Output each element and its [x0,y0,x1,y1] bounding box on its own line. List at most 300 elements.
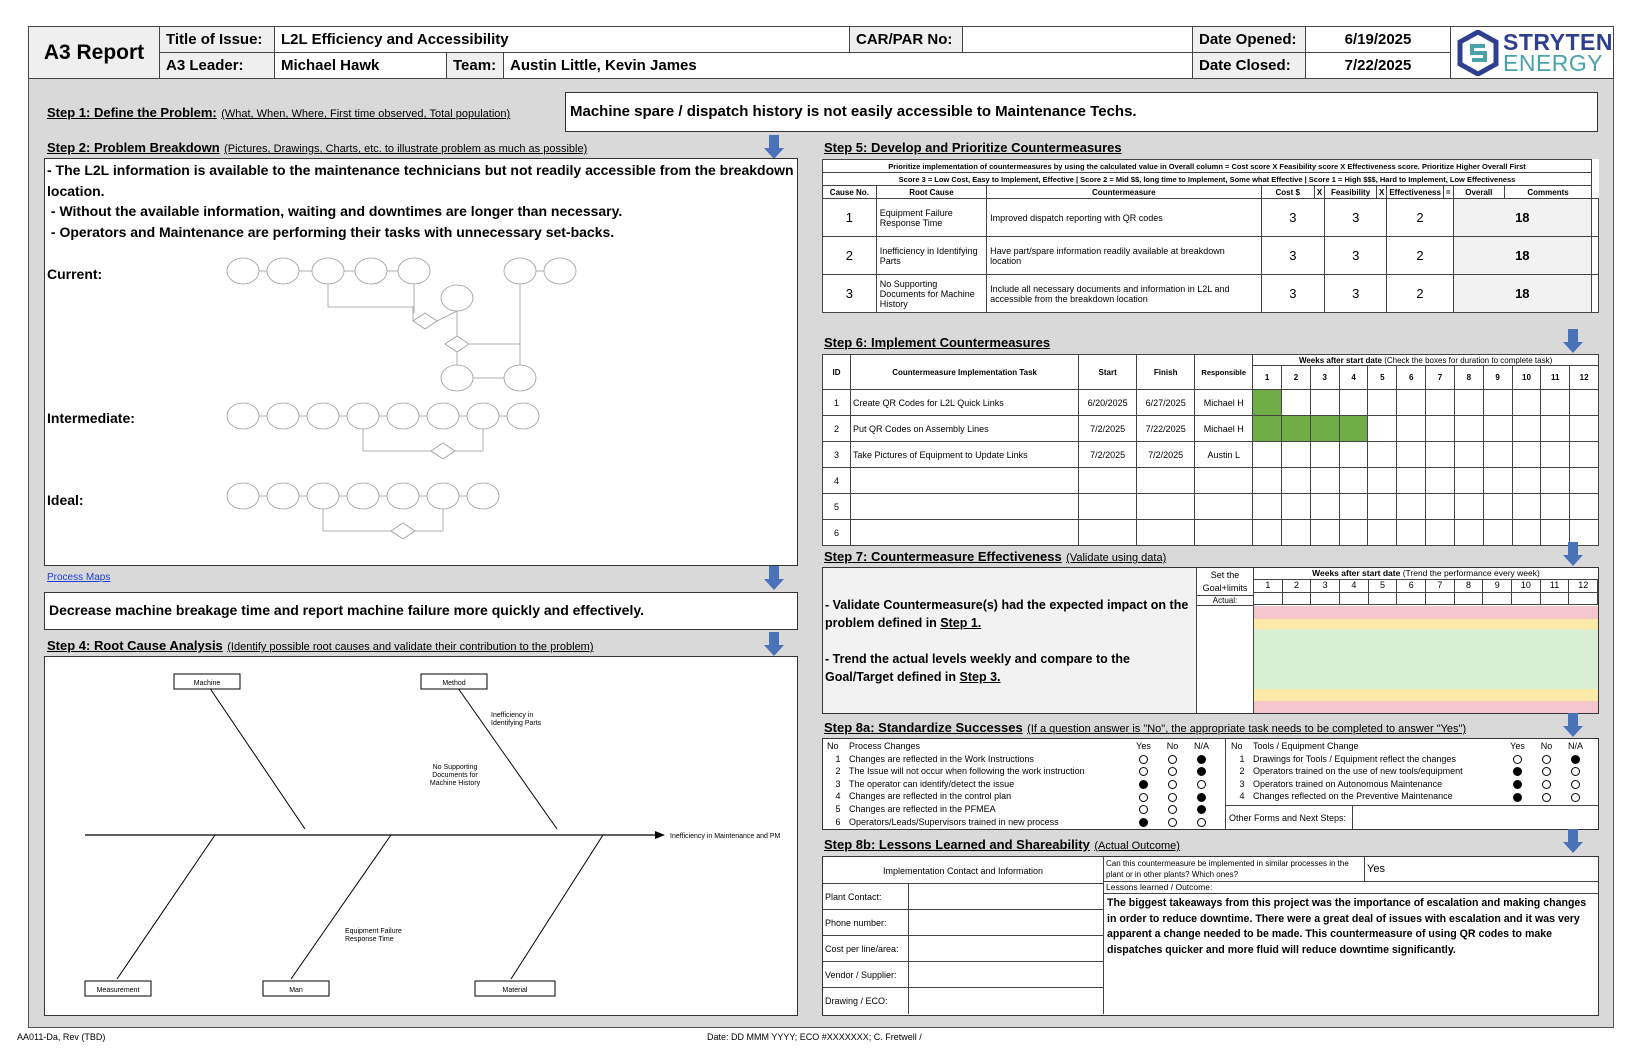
radio-yes[interactable] [1139,780,1148,789]
radio-na[interactable] [1571,755,1580,764]
cm-comments[interactable] [1592,199,1599,237]
impl-week-checkbox[interactable] [1426,416,1455,442]
lessons-learned-text[interactable]: The biggest takeaways from this project was the importance of escalation and making changes in order to reduce downtime. There were a great deal of issues with escalation and it was very apparent a change needed to be made. This countermeasure of using QR codes to make dispatches quicker and more fluid will reduce downtime significantly. [1107,897,1587,956]
radio-no[interactable] [1168,818,1177,827]
cm-comments[interactable] [1592,237,1599,275]
eff-week-header: 10 [1512,580,1541,592]
radio-no[interactable] [1542,755,1551,764]
cm-col-header: X [1376,186,1386,199]
eff-actual-cell[interactable] [1483,593,1512,604]
radio-na[interactable] [1197,780,1206,789]
impl-week-checkbox[interactable] [1541,416,1570,442]
step1-note: (What, When, Where, First time observed, Total population) [221,108,511,120]
step2-breakdown-box [44,158,798,566]
cm-cause-no: 2 [823,237,877,275]
eff-week-header: 3 [1311,580,1340,592]
fishbone-diagram [45,657,797,1015]
other-forms-row [1225,805,1598,829]
impl-week-checkbox[interactable] [1570,442,1599,468]
step8a-title: Step 8a: Standardize Successes [824,720,1023,735]
impl-week-checkbox[interactable] [1282,416,1311,442]
impl-week-checkbox[interactable] [1454,494,1483,520]
a3-leader-value[interactable]: Michael Hawk [275,53,447,79]
std-left-item [827,790,1219,803]
impl-finish-date[interactable] [1137,494,1195,520]
impl-week-checkbox[interactable] [1339,442,1368,468]
impl-responsible[interactable]: Michael H [1195,390,1253,416]
radio-yes[interactable] [1139,805,1148,814]
impl-table-row [823,416,1599,442]
std-left-header-label: Process Changes [849,741,921,751]
radio-yes[interactable] [1513,793,1522,802]
contact-row [823,962,1104,988]
std-right-header-yes: Yes [1510,741,1525,751]
impl-week-header: 1 [1253,366,1282,390]
std-left-item [827,816,1219,829]
impl-week-checkbox[interactable] [1483,442,1512,468]
impl-week-checkbox[interactable] [1282,468,1311,494]
impl-week-checkbox[interactable] [1397,442,1426,468]
eff-week-header: 12 [1569,580,1598,592]
step4-note: (Identify possible root causes and validate their contribution to the problem) [227,641,594,653]
eff-actual-cell[interactable] [1340,593,1369,604]
impl-week-checkbox[interactable] [1541,494,1570,520]
std-item-text: Operators/Leads/Supervisors trained in new process [849,816,1059,827]
std-right-item [1231,790,1595,803]
car-par-value[interactable] [963,27,1193,53]
std-right-header-label: Tools / Equipment Change [1253,741,1359,751]
impl-week-checkbox[interactable] [1310,468,1339,494]
radio-no[interactable] [1168,805,1177,814]
cm-comments[interactable] [1592,275,1599,313]
cm-countermeasure: Improved dispatch reporting with QR codes [987,199,1261,237]
impl-week-checkbox[interactable] [1368,520,1397,546]
impl-id: 6 [823,520,851,546]
impl-week-checkbox[interactable] [1483,494,1512,520]
impl-week-checkbox[interactable] [1253,520,1282,546]
cm-overall-score: 18 [1453,275,1591,313]
eff-actual-cell[interactable] [1283,593,1312,604]
impl-week-checkbox[interactable] [1368,442,1397,468]
radio-no[interactable] [1542,780,1551,789]
impl-start-date[interactable]: 7/2/2025 [1079,416,1137,442]
eff-trend-band [1254,619,1598,629]
impl-weeks-label: Weeks after start date [1298,355,1382,365]
radio-no[interactable] [1542,767,1551,776]
std-left-item [827,765,1219,778]
fishbone-category-material: Material [502,987,528,994]
std-item-text: Operators trained on Autonomous Maintenance [1253,778,1443,789]
flow-arrow-down-icon [764,566,784,590]
contact-row [823,910,1104,936]
impl-responsible[interactable]: Austin L [1195,442,1253,468]
radio-na[interactable] [1197,755,1206,764]
impl-id: 2 [823,416,851,442]
implementation-table [822,354,1599,546]
eff-actual-cell[interactable] [1512,593,1541,604]
radio-na[interactable] [1197,818,1206,827]
radio-yes[interactable] [1139,793,1148,802]
step8b-lessons-box [822,856,1599,1016]
eff-week-header: 8 [1455,580,1484,592]
cm-table-row [823,237,1599,275]
team-label: Team: [447,53,504,79]
impl-start-date[interactable] [1079,494,1137,520]
team-value[interactable]: Austin Little, Kevin James [504,53,1193,79]
eff-actual-cell[interactable] [1254,593,1283,604]
impl-finish-date[interactable]: 7/2/2025 [1137,442,1195,468]
step8a-note: (If a question answer is "No", the appropriate task needs to be completed to answer "Yes") [1027,723,1467,735]
impl-week-checkbox[interactable] [1339,468,1368,494]
impl-week-checkbox[interactable] [1512,442,1541,468]
cm-countermeasure: Have part/spare information readily available at breakdown location [987,237,1261,275]
step6-title: Step 6: Implement Countermeasures [824,335,1051,350]
impl-finish-date[interactable]: 7/22/2025 [1137,416,1195,442]
other-forms-input[interactable] [1353,806,1598,829]
eff-actual-cell[interactable] [1455,593,1484,604]
impl-week-checkbox[interactable] [1512,494,1541,520]
fishbone-effect: Inefficiency in Maintenance and PM [670,833,781,840]
step7-note: (Validate using data) [1066,552,1167,564]
cm-feasibility-score: 3 [1325,237,1387,275]
fishbone-cause-no-documents: No Supporting Documents for Machine History [429,764,481,787]
contact-field-input[interactable] [909,936,1104,961]
impl-week-checkbox[interactable] [1253,390,1282,416]
radio-no[interactable] [1168,767,1177,776]
impl-weeks-header [1253,355,1599,366]
std-right-item [1231,765,1595,778]
impl-week-checkbox[interactable] [1339,494,1368,520]
radio-no[interactable] [1542,793,1551,802]
flow-arrow-down-icon [764,135,784,159]
cm-cause-no: 3 [823,275,877,313]
contact-field-label: Vendor / Supplier: [823,962,909,987]
cm-col-header: Effectiveness [1387,186,1444,199]
stryten-logo [1451,30,1613,76]
eff-actual-cell[interactable] [1426,593,1455,604]
impl-week-checkbox[interactable] [1368,390,1397,416]
impl-week-checkbox[interactable] [1253,494,1282,520]
impl-task[interactable] [851,494,1079,520]
impl-responsible[interactable] [1195,468,1253,494]
footer-revision-info: Date: DD MMM YYYY; ECO #XXXXXXX; C. Fretwell / [707,1032,922,1042]
impl-week-checkbox[interactable] [1426,442,1455,468]
impl-week-checkbox[interactable] [1541,468,1570,494]
step2-note: (Pictures, Drawings, Charts, etc. to illustrate problem as much as possible) [224,143,588,155]
step5-instruction-1: Prioritize implementation of countermeasures by using the calculated value in Overall column = Cost score X Feasibility score X Effectiveness score. Prioritize Higher Overall First [823,160,1592,173]
impl-week-checkbox[interactable] [1512,390,1541,416]
impl-week-checkbox[interactable] [1397,520,1426,546]
radio-no[interactable] [1168,793,1177,802]
step7-title: Step 7: Countermeasure Effectiveness [824,549,1062,564]
impl-week-header: 3 [1310,366,1339,390]
impl-week-checkbox[interactable] [1426,390,1455,416]
std-item-no: 2 [1239,766,1245,777]
impl-week-checkbox[interactable] [1339,520,1368,546]
std-item-no: 3 [835,778,841,789]
impl-responsible[interactable] [1195,520,1253,546]
step2-line-3: - Operators and Maintenance are performing their tasks with unnecessary set-backs. [47,223,615,240]
impl-week-checkbox[interactable] [1397,494,1426,520]
impl-week-checkbox[interactable] [1512,520,1541,546]
impl-week-checkbox[interactable] [1282,442,1311,468]
contact-row [823,988,1104,1014]
step1-problem-statement[interactable]: Machine spare / dispatch history is not easily accessible to Maintenance Techs. [565,92,1598,132]
std-left-header [827,740,1219,753]
impl-week-checkbox[interactable] [1397,468,1426,494]
radio-na[interactable] [1197,793,1206,802]
impl-week-checkbox[interactable] [1454,390,1483,416]
date-opened-label: Date Opened: [1193,27,1306,53]
impl-responsible[interactable]: Michael H [1195,416,1253,442]
lessons-learned-label: Lessons learned / Outcome: [1104,882,1598,894]
impl-week-checkbox[interactable] [1570,494,1599,520]
step4-heading [47,637,594,655]
impl-week-header: 5 [1368,366,1397,390]
impl-week-checkbox[interactable] [1253,442,1282,468]
impl-week-checkbox[interactable] [1541,390,1570,416]
impl-task[interactable] [851,520,1079,546]
cm-overall-score: 18 [1453,199,1591,237]
impl-week-checkbox[interactable] [1310,520,1339,546]
step2-line-2: - Without the available information, waiting and downtimes are longer than necessary. [47,203,623,219]
impl-week-checkbox[interactable] [1253,468,1282,494]
eff-week-header: 4 [1340,580,1369,592]
radio-yes[interactable] [1139,818,1148,827]
fishbone-category-man: Man [289,987,303,994]
eff-actual-cell[interactable] [1569,593,1598,604]
std-left-item [827,778,1219,791]
impl-col-start: Start [1079,355,1137,390]
step8b-title: Step 8b: Lessons Learned and Shareability [824,837,1090,852]
impl-week-checkbox[interactable] [1310,390,1339,416]
eff-week-header: 5 [1369,580,1398,592]
step8b-heading [824,836,1180,854]
impl-task[interactable]: Put QR Codes on Assembly Lines [851,416,1079,442]
impl-task[interactable] [851,468,1079,494]
radio-na[interactable] [1571,767,1580,776]
impl-week-checkbox[interactable] [1454,520,1483,546]
impl-start-date[interactable] [1079,520,1137,546]
contact-row [823,884,1104,910]
eff-trend-band [1254,659,1598,689]
eff-actual-cell[interactable] [1397,593,1426,604]
std-item-no: 1 [1239,753,1245,764]
step8a-standardize-box [822,738,1599,830]
eff-week-header: 9 [1483,580,1512,592]
std-right-item [1231,778,1595,791]
std-item-text: Changes are reflected in the PFMEA [849,803,996,814]
impl-week-checkbox[interactable] [1454,468,1483,494]
title-of-issue-label: Title of Issue: [160,27,275,53]
std-left-item [827,753,1219,766]
date-closed-value[interactable]: 7/22/2025 [1306,53,1451,79]
radio-na[interactable] [1197,805,1206,814]
impl-week-checkbox[interactable] [1570,468,1599,494]
impl-week-checkbox[interactable] [1310,416,1339,442]
std-left-item [827,803,1219,816]
impl-finish-date[interactable]: 6/27/2025 [1137,390,1195,416]
shareability-answer[interactable]: Yes [1365,857,1598,882]
cm-col-header: Root Cause [876,186,986,199]
step7-weeks-label: Weeks after start date [1312,568,1401,578]
step7-text-2: - Trend the actual levels weekly and compare to the Goal/Target defined in [825,652,1130,684]
contact-field-input[interactable] [909,962,1104,987]
eff-actual-cell[interactable] [1369,593,1398,604]
impl-task[interactable]: Take Pictures of Equipment to Update Links [851,442,1079,468]
impl-week-checkbox[interactable] [1368,494,1397,520]
radio-no[interactable] [1168,780,1177,789]
cm-col-header: Comments [1505,186,1592,199]
step1-heading [47,104,510,122]
impl-finish-date[interactable] [1137,468,1195,494]
impl-week-checkbox[interactable] [1310,494,1339,520]
impl-week-checkbox[interactable] [1282,520,1311,546]
eff-week-header: 6 [1397,580,1426,592]
step8a-heading [824,719,1466,737]
std-left-header-yes: Yes [1136,741,1151,751]
impl-col-task: Countermeasure Implementation Task [851,355,1079,390]
impl-col-responsible: Responsible [1195,355,1253,390]
std-item-no: 5 [835,803,841,814]
cm-table-row [823,275,1599,313]
eff-week-header: 11 [1541,580,1570,592]
radio-no[interactable] [1168,755,1177,764]
std-right-header-nope: No [1540,741,1553,751]
impl-col-finish: Finish [1137,355,1195,390]
step2-heading [47,139,587,157]
impl-week-checkbox[interactable] [1454,442,1483,468]
eff-actual-cell[interactable] [1541,593,1570,604]
contact-field-input[interactable] [909,910,1104,935]
std-item-text: Changes reflected on the Preventive Maintenance [1253,791,1453,802]
impl-responsible[interactable] [1195,494,1253,520]
std-left-header-na: N/A [1193,741,1209,751]
impl-week-checkbox[interactable] [1368,416,1397,442]
impl-week-checkbox[interactable] [1541,442,1570,468]
impl-start-date[interactable] [1079,468,1137,494]
step7-effectiveness-box [822,567,1599,714]
cm-col-header: X [1314,186,1324,199]
title-of-issue-value[interactable]: L2L Efficiency and Accessibility [275,27,850,53]
cm-col-header: Feasibility [1325,186,1377,199]
cm-effectiveness-score: 2 [1387,237,1453,275]
process-maps-link[interactable]: Process Maps [47,572,111,583]
std-item-text: Changes are reflected in the control plan [849,791,1012,802]
step7-weeks-note: (Trend the performance every week) [1402,568,1540,578]
impl-week-checkbox[interactable] [1570,416,1599,442]
std-item-no: 4 [835,791,841,802]
step7-step3-ref: Step 3. [959,670,1001,684]
step7-heading [824,548,1166,566]
impl-start-date[interactable]: 6/20/2025 [1079,390,1137,416]
std-item-text: Changes are reflected in the Work Instructions [849,753,1034,764]
impl-task[interactable]: Create QR Codes for L2L Quick Links [851,390,1079,416]
impl-week-checkbox[interactable] [1310,442,1339,468]
impl-start-date[interactable]: 7/2/2025 [1079,442,1137,468]
impl-table-row [823,520,1599,546]
radio-na[interactable] [1197,767,1206,776]
impl-week-checkbox[interactable] [1512,468,1541,494]
impl-week-checkbox[interactable] [1426,468,1455,494]
step5-instruction-2: Score 3 = Low Cost, Easy to Implement, Effective | Score 2 = Mid $$, long time to Implement, Some what Effective | Score 1 = High $$$, Hard to Implement, Low Effectiveness [823,173,1592,186]
impl-table-row [823,468,1599,494]
impl-week-checkbox[interactable] [1282,494,1311,520]
impl-id: 4 [823,468,851,494]
contact-field-input[interactable] [909,988,1104,1014]
impl-week-checkbox[interactable] [1368,468,1397,494]
impl-week-header: 4 [1339,366,1368,390]
date-opened-value[interactable]: 6/19/2025 [1306,27,1451,53]
contact-field-label: Cost per line/area: [823,936,909,961]
logo-text-energy: ENERGY [1503,49,1604,76]
cm-effectiveness-score: 2 [1387,275,1453,313]
radio-na[interactable] [1571,793,1580,802]
contact-field-input[interactable] [909,884,1104,909]
impl-week-checkbox[interactable] [1454,416,1483,442]
step4-title: Step 4: Root Cause Analysis [47,638,223,653]
impl-week-checkbox[interactable] [1397,416,1426,442]
impl-week-checkbox[interactable] [1339,416,1368,442]
impl-week-checkbox[interactable] [1483,520,1512,546]
eff-actual-cell[interactable] [1311,593,1340,604]
radio-yes[interactable] [1513,755,1522,764]
impl-id: 1 [823,390,851,416]
eff-trend-band [1254,606,1598,619]
impl-table-row [823,442,1599,468]
impl-week-checkbox[interactable] [1339,390,1368,416]
radio-yes[interactable] [1139,755,1148,764]
radio-na[interactable] [1571,780,1580,789]
step7-instructions [823,568,1196,713]
impl-week-checkbox[interactable] [1483,468,1512,494]
impl-week-checkbox[interactable] [1570,390,1599,416]
impl-week-checkbox[interactable] [1253,416,1282,442]
fishbone-cause-response-time: Equipment Failure Response Time [345,928,402,943]
a3-leader-label: A3 Leader: [160,53,275,79]
impl-week-checkbox[interactable] [1483,390,1512,416]
cm-root-cause: Equipment Failure Response Time [876,199,986,237]
step7-step1-ref: Step 1. [940,616,982,630]
impl-week-checkbox[interactable] [1512,416,1541,442]
contact-row [823,936,1104,962]
radio-yes[interactable] [1513,780,1522,789]
impl-week-checkbox[interactable] [1426,494,1455,520]
std-item-text: Operators trained on the use of new tools/equipment [1253,766,1463,777]
impl-week-checkbox[interactable] [1426,520,1455,546]
eff-week-header: 7 [1426,580,1455,592]
radio-yes[interactable] [1513,767,1522,776]
radio-yes[interactable] [1139,767,1148,776]
std-left-header-no: No [827,741,839,751]
impl-week-checkbox[interactable] [1397,390,1426,416]
impl-table-row [823,390,1599,416]
std-item-no: 1 [835,753,841,764]
impl-week-checkbox[interactable] [1483,416,1512,442]
fishbone-cause-identifying-parts: Inefficiency in Identifying Parts [491,712,542,727]
report-title: A3 Report [29,27,160,79]
step3-target-statement[interactable]: Decrease machine breakage time and report machine failure more quickly and effectively. [44,592,798,630]
impl-finish-date[interactable] [1137,520,1195,546]
impl-table-row [823,494,1599,520]
step2-line-1: - The L2L information is available to the maintenance technicians but not readily accessible from the breakdown location. [47,162,794,199]
cm-cause-no: 1 [823,199,877,237]
step7-weeks-title [1254,568,1598,580]
shareability-question: Can this countermeasure be implemented in similar processes in the plant or in other plants? Which ones? [1104,857,1365,882]
ideal-label: Ideal: [47,492,84,508]
cm-root-cause: Inefficiency in Identifying Parts [876,237,986,275]
impl-week-checkbox[interactable] [1282,390,1311,416]
